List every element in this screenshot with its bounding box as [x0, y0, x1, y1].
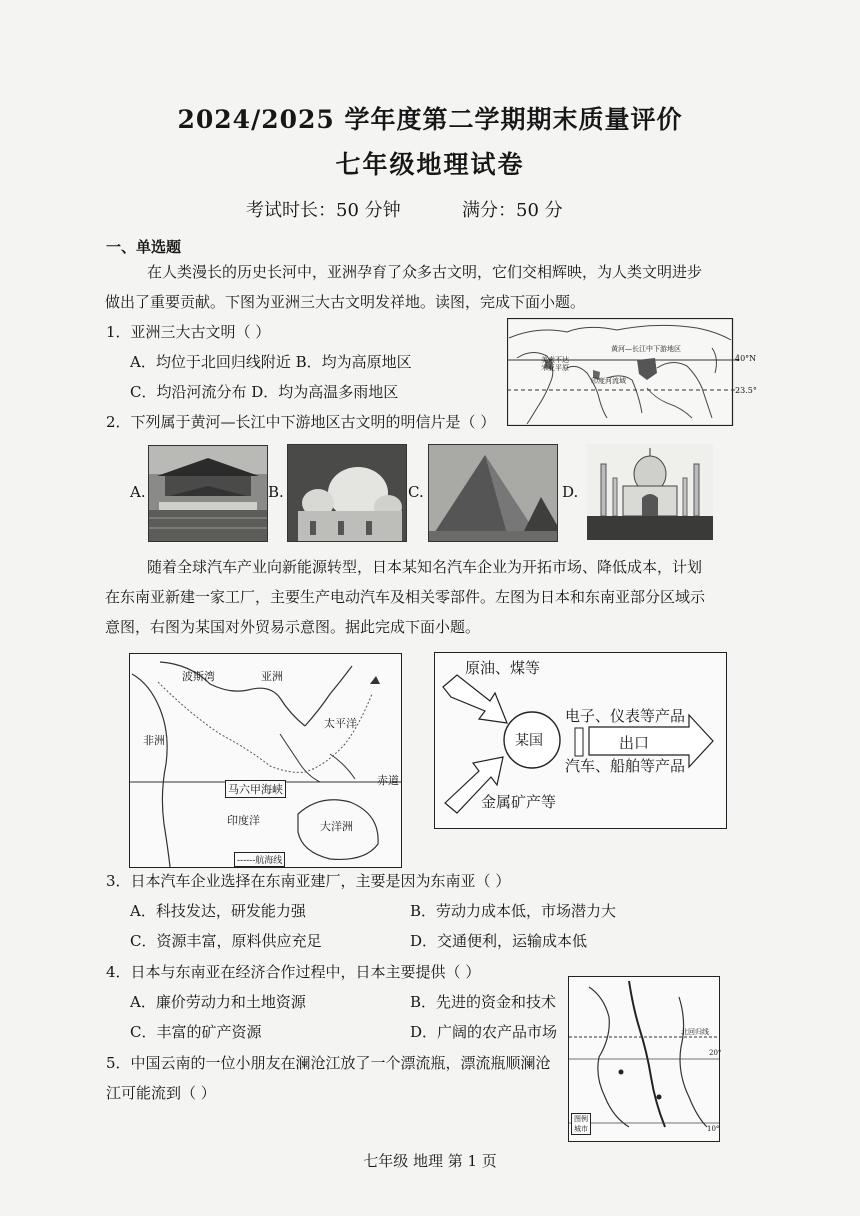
q4-option-c: C．丰富的矿产资源	[130, 1023, 262, 1041]
passage1-line2: 做出了重要贡献。下图为亚洲三大古文明发祥地。读图，完成下面小题。	[105, 293, 586, 311]
mekong-map	[568, 976, 720, 1142]
label-mesopotamia: 美索不达米亚平原	[541, 356, 569, 372]
forbidden-city-photo	[148, 445, 268, 542]
map2-legend: ------航海线	[234, 852, 285, 867]
mosque-photo	[287, 444, 407, 542]
label-lat-10: 10°	[707, 1125, 720, 1133]
q2-option-b-label: B.	[268, 483, 284, 501]
q3-option-a: A．科技发达，研发能力强	[130, 902, 306, 920]
asia-map-svg	[507, 318, 757, 426]
q1-options-ab: A．均位于北回归线附近 B．均为高原地区	[130, 353, 412, 371]
label-equator: 赤道	[377, 774, 399, 787]
trade-export-electronics: 电子、仪表等产品	[565, 707, 686, 725]
passage2-line2: 在东南亚新建一家工厂，主要生产电动汽车及相关零部件。左图为日本和东南亚部分区域示	[105, 588, 706, 606]
passage2-line1: 随着全球汽车产业向新能源转型，日本某知名汽车企业为开拓市场、降低成本，计划	[147, 558, 703, 576]
map3-legend	[571, 1113, 591, 1135]
passage2-line3: 意图，右图为某国对外贸易示意图。据此完成下面小题。	[105, 618, 481, 636]
q5-line2: 江可能流到（ ）	[106, 1084, 216, 1102]
q1-stem: 1．亚洲三大古文明（ ）	[106, 323, 271, 341]
q1-options-cd: C．均沿河流分布 D．均为高温多雨地区	[130, 383, 399, 401]
q5-line1: 5．中国云南的一位小朋友在澜沧江放了一个漂流瓶，漂流瓶顺澜沧	[106, 1054, 551, 1072]
q4-option-b: B．先进的资金和技术	[410, 993, 557, 1011]
pyramids-photo	[428, 444, 558, 542]
trade-export-label: 出口	[619, 734, 650, 752]
trade-import-metal: 金属矿产等	[481, 793, 557, 811]
q4-stem: 4．日本与东南亚在经济合作过程中，日本主要提供（ ）	[106, 963, 481, 981]
q2-stem: 2．下列属于黄河—长江中下游地区古文明的明信片是（ ）	[106, 413, 496, 431]
q2-option-a-label: A.	[130, 483, 146, 501]
q2-option-d-label: D.	[562, 483, 579, 501]
q4-option-a: A．廉价劳动力和土地资源	[130, 993, 306, 1011]
label-asia: 亚洲	[261, 670, 283, 683]
trade-export-vehicles: 汽车、船舶等产品	[565, 757, 686, 775]
trade-country: 某国	[515, 733, 543, 749]
label-lat-20: 20°	[709, 1049, 722, 1057]
label-africa: 非洲	[143, 734, 165, 747]
asia-civilizations-map	[507, 318, 757, 426]
label-pacific: 太平洋	[324, 717, 357, 730]
lat-23-5: 23.5°	[735, 386, 757, 395]
q4-option-d: D．广阔的农产品市场	[410, 1023, 558, 1041]
page-footer: 七年级 地理 第 1 页	[363, 1152, 497, 1170]
q3-stem: 3．日本汽车企业选择在东南亚建厂，主要是因为东南亚（ ）	[106, 872, 511, 890]
exam-subtitle: 七年级地理试卷	[335, 150, 525, 179]
lat-40n: 40°N	[735, 354, 757, 363]
trade-diagram	[434, 652, 727, 829]
label-yellow-yangtze: 黄河—长江中下游地区	[611, 345, 681, 353]
label-persian-gulf: 波斯湾	[182, 670, 215, 683]
label-indian-ocean: 印度洋	[227, 814, 260, 827]
section-title: 一、单选题	[106, 238, 182, 256]
passage1-line1: 在人类漫长的历史长河中，亚洲孕育了众多古文明，它们交相辉映，为人类文明进步	[147, 263, 703, 281]
label-oceania: 大洋洲	[320, 820, 353, 833]
shipping-route-map	[129, 653, 402, 868]
label-malacca: 马六甲海峡	[225, 780, 286, 798]
q2-option-c-label: C.	[408, 483, 424, 501]
label-tropic-cancer: 北回归线	[681, 1028, 709, 1036]
q3-option-c: C．资源丰富，原料供应充足	[130, 932, 322, 950]
trade-import-oil-coal: 原油、煤等	[465, 659, 541, 677]
label-indus: 印度河流域	[591, 377, 626, 385]
map3-legend-city: 城市	[574, 1125, 588, 1133]
map3-legend-title: 图例	[574, 1115, 588, 1123]
taj-mahal-photo	[587, 444, 713, 540]
exam-duration: 考试时长：50 分钟	[246, 200, 401, 221]
q3-option-d: D．交通便利，运输成本低	[410, 932, 588, 950]
q3-option-b: B．劳动力成本低，市场潜力大	[410, 902, 617, 920]
exam-title: 2024/2025 学年度第二学期期末质量评价	[177, 105, 683, 134]
full-score: 满分：50 分	[462, 200, 563, 221]
